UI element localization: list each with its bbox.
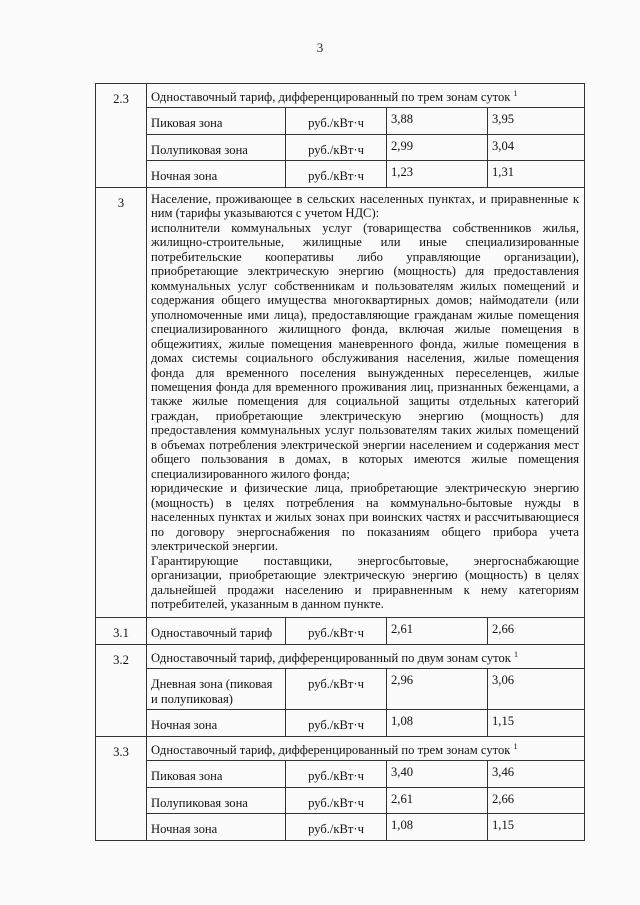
unit-cell: руб./кВт·ч (286, 108, 387, 134)
section-number: 3.2 (96, 644, 147, 736)
tariff-table (95, 83, 585, 841)
section-number: 3.1 (96, 618, 147, 644)
table-row (96, 710, 585, 736)
table-row (96, 761, 585, 787)
value-cell: 3,04 (488, 134, 585, 160)
table-row (96, 736, 585, 760)
paragraph: Население, проживающее в сельских населенных пунктах, и приравненные к ним (тарифы указываются с учетом НДС): (151, 191, 579, 221)
value-cell: 1,08 (387, 814, 488, 840)
zone-name: Полупиковая зона (147, 787, 286, 813)
unit-cell: руб./кВт·ч (286, 787, 387, 813)
value-cell: 3,95 (488, 108, 585, 134)
page-number: 3 (316, 40, 324, 55)
zone-name: Ночная зона (147, 161, 286, 187)
value-cell: 2,66 (488, 787, 585, 813)
section-number: 3 (96, 187, 147, 618)
table-row (96, 84, 585, 108)
value-cell: 2,99 (387, 134, 488, 160)
value-cell: 2,66 (488, 618, 585, 644)
table-row (96, 787, 585, 813)
table-row (96, 669, 585, 710)
unit-cell: руб./кВт·ч (286, 669, 387, 710)
value-cell: 2,96 (387, 669, 488, 710)
section-number: 2.3 (96, 84, 147, 188)
paragraph: исполнители коммунальных услуг (товарищества собственников жилья, жилищно-строительные, жилищные или иные специализированные потребительские кооперативы либо управляющие организации), приобретающие электрическую энергию (мощность) для предоставления коммунальных услуг собственникам и пользователям жилых помещений и содержания общего имущества многоквартирных домов; наймодатели (или уполномоченные ими лица), предоставляющие гражданам жилые помещения специализированного жилищного фонда, включая жилые помещения в общежитиях, жилые помещения маневренного фонда, жилые помещения в домах системы социального обслуживания населения, жилые помещения фонда для временного поселения вынужденных переселенцев, жилые помещения фонда для временного проживания лиц, признанных беженцами, а также жилые помещения для социальной защиты отдельных категорий граждан, приобретающие электрическую энергию (мощность) для предоставления коммунальных услуг пользователям таких жилых помещений в объемах потребления электрической энергии населением и содержания мест общего пользования в домах, в которых имеются жилые помещения специализированного жилого фонда; (151, 220, 579, 481)
paragraph: Гарантирующие поставщики, энергосбытовые, энергоснабжающие организации, приобретающие электрическую энергию (мощность) в целях дальнейшей продажи населению и приравненным к нему категориям потребителей, указанным в данном пункте. (151, 553, 579, 611)
section-title: Одноставочный тариф, дифференцированный по трем зонам суток $^1$ (147, 84, 585, 108)
zone-name: Ночная зона (147, 710, 286, 736)
zone-name: Пиковая зона (147, 761, 286, 787)
section-number: 3.3 (96, 736, 147, 840)
table-row (96, 644, 585, 668)
value-cell: 3,88 (387, 108, 488, 134)
zone-name: Пиковая зона (147, 108, 286, 134)
table-row (96, 134, 585, 160)
value-cell: 1,23 (387, 161, 488, 187)
section-title: Одноставочный тариф, дифференцированный по двум зонам суток $^1$ (147, 644, 585, 668)
section-title: Одноставочный тариф, дифференцированный по трем зонам суток $^1$ (147, 736, 585, 760)
value-cell: 1,15 (488, 710, 585, 736)
table-row (96, 187, 585, 618)
value-cell: 2,61 (387, 618, 488, 644)
unit-cell: руб./кВт·ч (286, 761, 387, 787)
value-cell: 3,46 (488, 761, 585, 787)
table-row (96, 108, 585, 134)
section-description (147, 187, 585, 618)
table-row (96, 161, 585, 187)
value-cell: 1,15 (488, 814, 585, 840)
zone-name: Дневная зона (пиковая и полупиковая) (147, 669, 286, 710)
unit-cell: руб./кВт·ч (286, 618, 387, 644)
tariff-name: Одноставочный тариф (147, 618, 286, 644)
value-cell: 3,40 (387, 761, 488, 787)
unit-cell: руб./кВт·ч (286, 134, 387, 160)
table-row (96, 618, 585, 644)
table-row (96, 814, 585, 840)
unit-cell: руб./кВт·ч (286, 710, 387, 736)
value-cell: 2,61 (387, 787, 488, 813)
value-cell: 3,06 (488, 669, 585, 710)
unit-cell: руб./кВт·ч (286, 161, 387, 187)
value-cell: 1,08 (387, 710, 488, 736)
zone-name: Ночная зона (147, 814, 286, 840)
paragraph: юридические и физические лица, приобретающие электрическую энергию (мощность) в целях потребления на коммунально-бытовые нужды в населенных пунктах и жилых зонах при воинских частях и рассчитывающиеся по договору энергоснабжения по показаниям общего прибора учета электрической энергии. (151, 481, 579, 554)
unit-cell: руб./кВт·ч (286, 814, 387, 840)
zone-name: Полупиковая зона (147, 134, 286, 160)
value-cell: 1,31 (488, 161, 585, 187)
